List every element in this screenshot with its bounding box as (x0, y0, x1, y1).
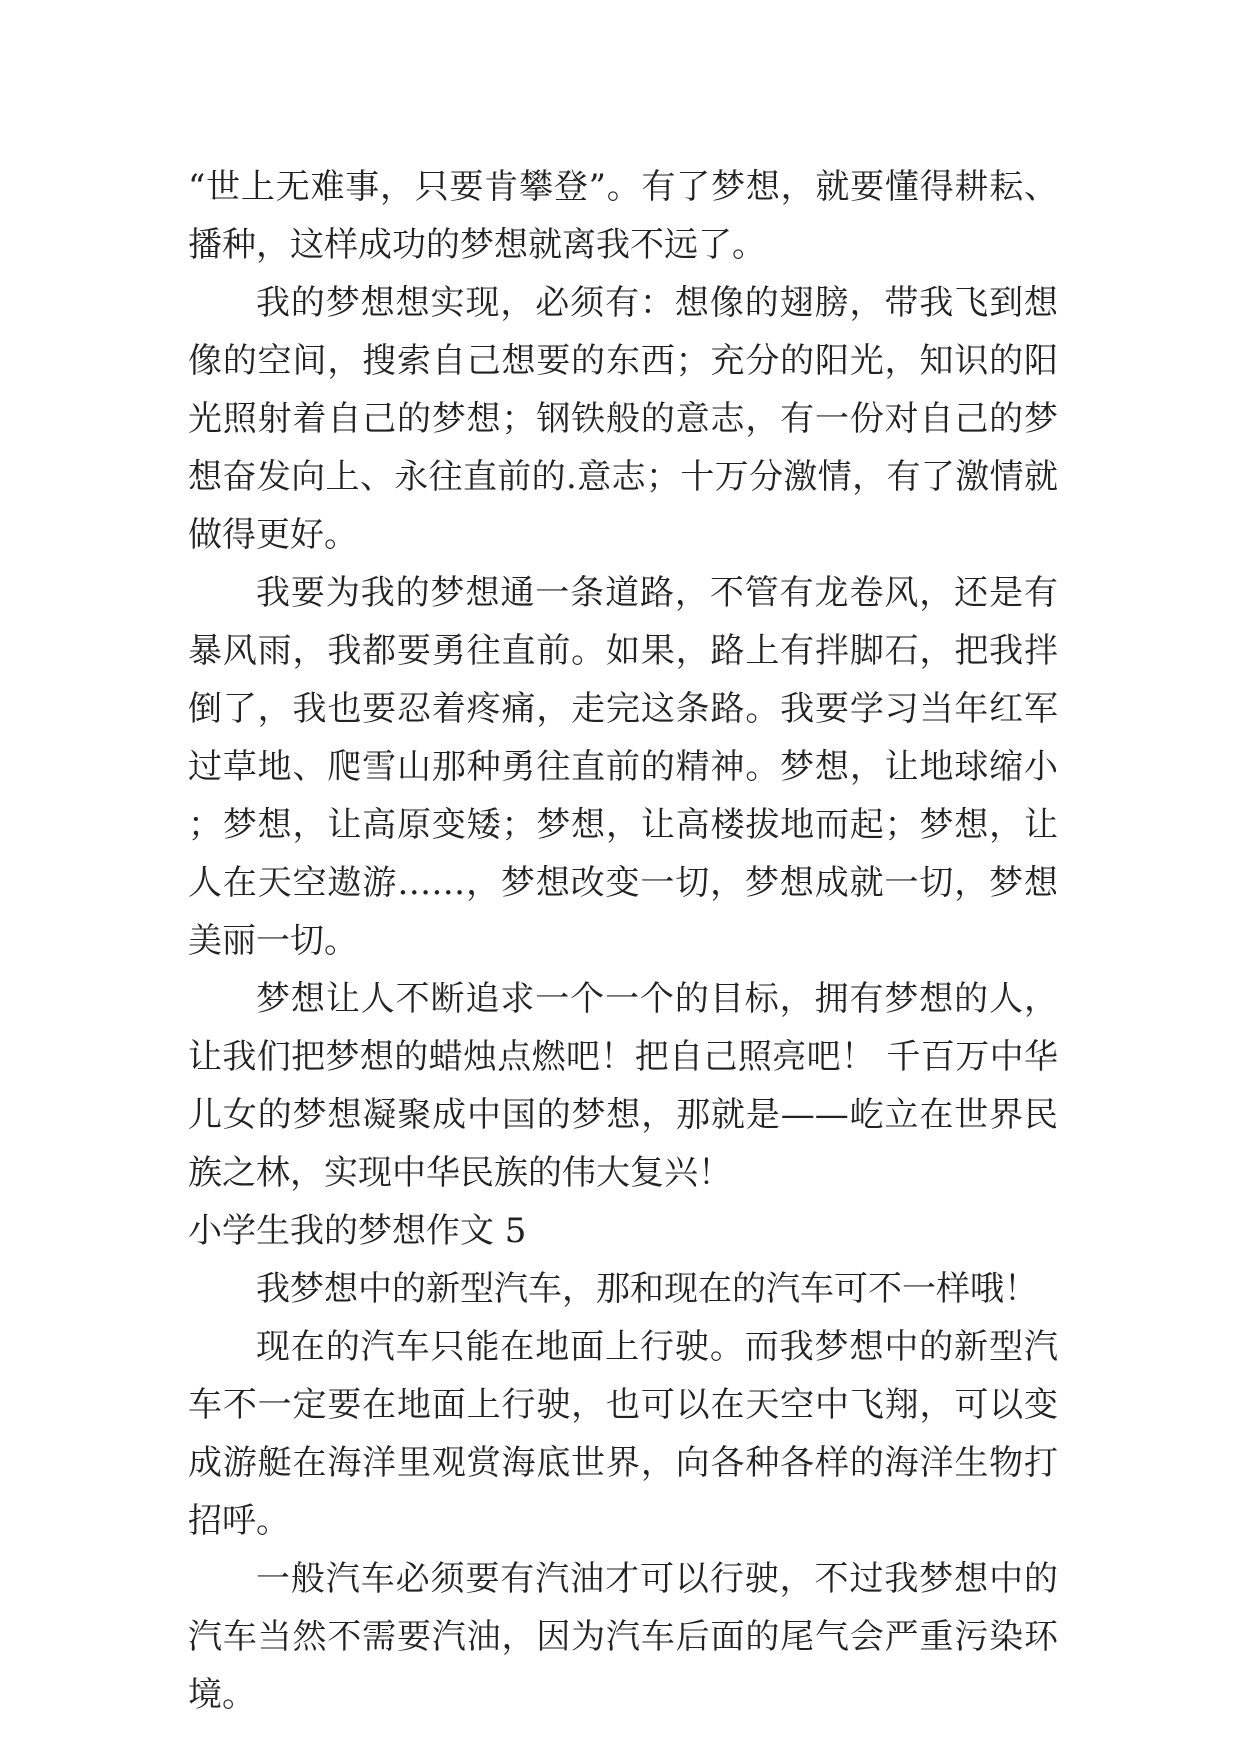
paragraph: 一般汽车必须要有汽油才可以行驶，不过我梦想中的汽车当然不需要汽油，因为汽车后面的尾气会严重污染环境。 (188, 1559, 1058, 1715)
paragraph: “世上无难事，只要肯攀登”。有了梦想，就要懂得耕耘、播种，这样成功的梦想就离我不远了。 (188, 167, 1058, 265)
paragraph: 我梦想中的新型汽车，那和现在的汽车可不一样哦！ (256, 1269, 1038, 1309)
paragraph: 我要为我的梦想通一条道路，不管有龙卷风，还是有暴风雨，我都要勇往直前。如果，路上有拌脚石，把我拌倒了，我也要忍着疼痛，走完这条路。我要学习当年红军过草地、爬雪山那种勇往直前的精神。梦想，让地球缩小；梦想，让高原变矮；梦想，让高楼拔地而起；梦想，让人在天空遨游……，梦想改变一切，梦想成就一切，梦想美丽一切。 (188, 573, 1058, 961)
paragraph: 我的梦想想实现，必须有：想像的翅膀，带我飞到想像的空间，搜索自己想要的东西；充分的阳光，知识的阳光照射着自己的梦想；钢铁般的意志，有一份对自己的梦想奋发向上、永往直前的.意志；十万分激情，有了激情就做得更好。 (188, 283, 1058, 555)
paragraph: 现在的汽车只能在地面上行驶。而我梦想中的新型汽车不一定要在地面上行驶，也可以在天空中飞翔，可以变成游艇在海洋里观赏海底世界，向各种各样的海洋生物打招呼。 (188, 1327, 1058, 1541)
paragraph: 梦想让人不断追求一个一个的目标，拥有梦想的人，让我们把梦想的蜡烛点燃吧！把自己照亮吧！ 千百万中华儿女的梦想凝聚成中国的梦想，那就是——屹立在世界民族之林，实现中华民族的伟大复兴！ (188, 979, 1058, 1193)
section-heading: 小学生我的梦想作文 5 (188, 1211, 527, 1251)
document-body (188, 158, 1058, 1724)
